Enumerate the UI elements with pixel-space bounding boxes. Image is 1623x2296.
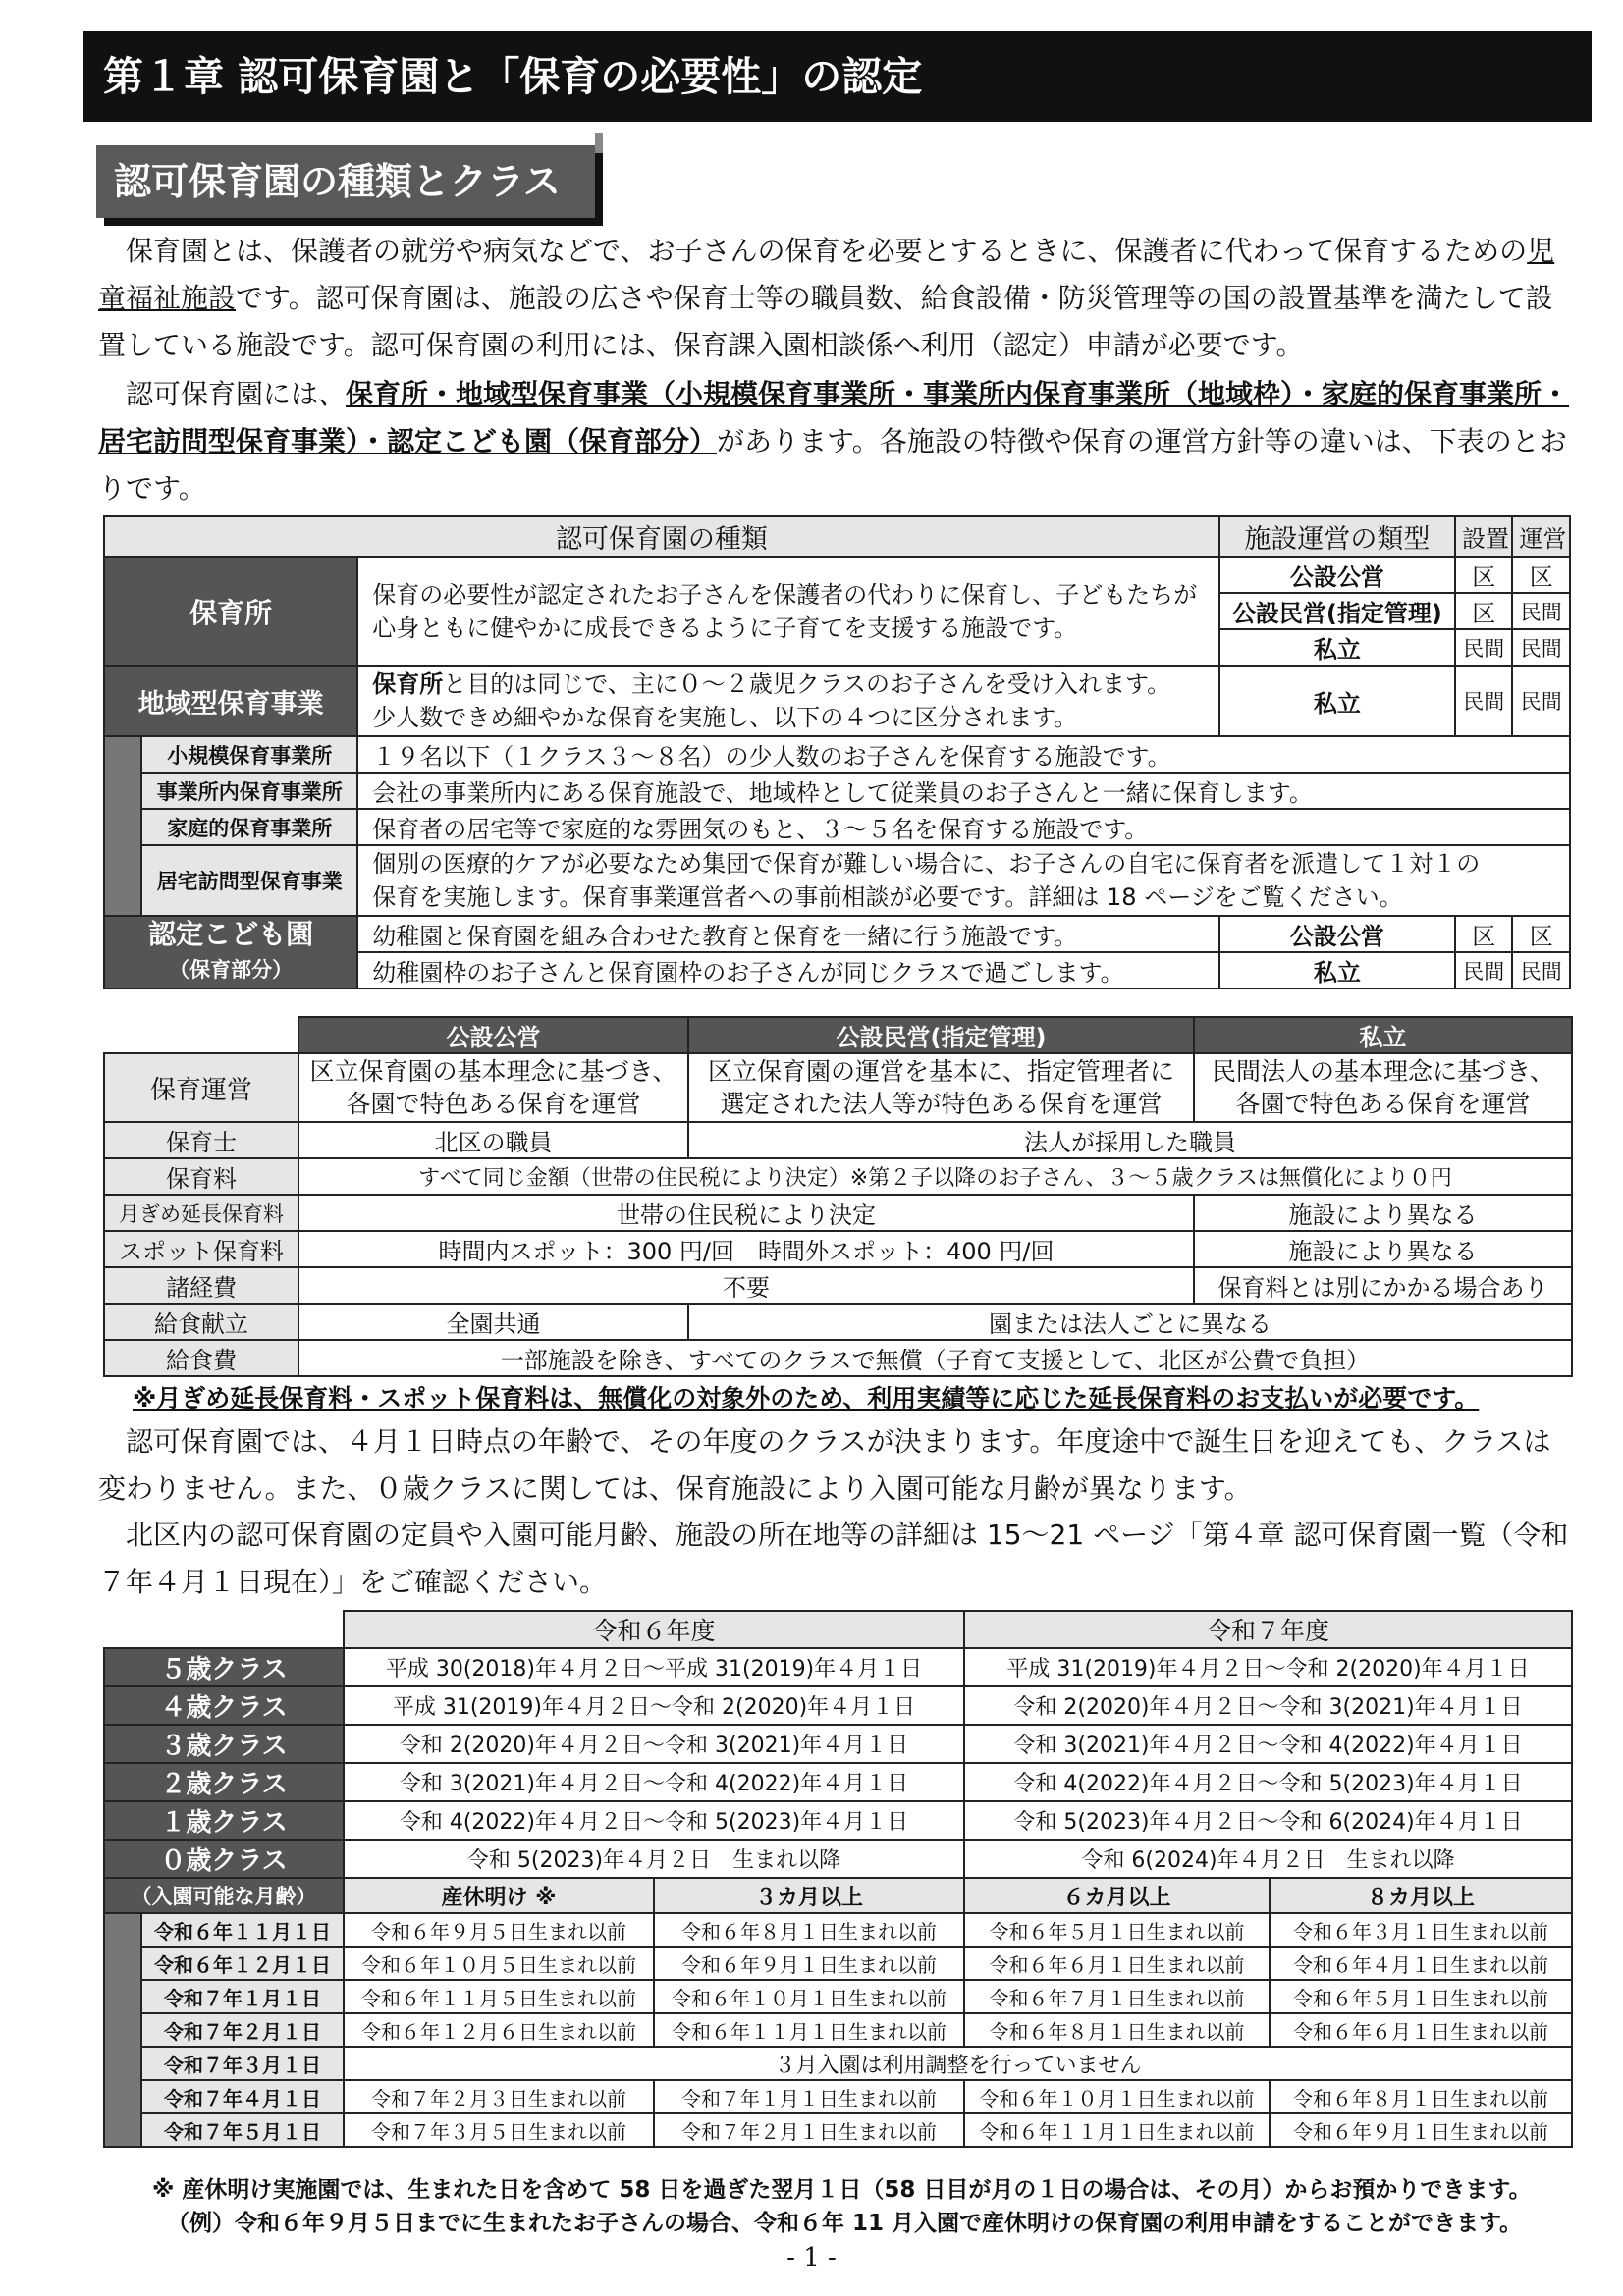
- class-range: 令和 3(2021)年４月２日～令和 4(2022)年４月１日: [344, 1763, 964, 1801]
- intro-paragraph-1: 保育園とは、保護者の就労や病気などで、お子さんの保育を必要とするときに、保護者に代わって保育するための児童福祉施設です。認可保育園は、施設の広さや保育士等の職員数、給食設備・防災管理等の国の設置基準を満たして設置している施設です。認可保育園の利用には、保育課入園相談係へ利用（認定）申請が必要です。: [98, 235, 1555, 361]
- month-date: 令和７年３月１日: [141, 2047, 344, 2080]
- class-paragraph-2: 北区内の認可保育園の定員や入園可能月齢、施設の所在地等の詳細は 15～21 ページ「第４章 認可保育園一覧（令和７年４月１日現在）」をご確認ください。: [98, 1519, 1569, 1598]
- month-cell: 令和６年６月１日生まれ以前: [964, 1947, 1270, 1980]
- month-cell: 令和６年１１月１日生まれ以前: [654, 2013, 964, 2047]
- year-header: 令和７年度: [964, 1611, 1572, 1648]
- class-name: ３歳クラス: [104, 1725, 344, 1763]
- row-label: 諸経費: [104, 1267, 298, 1304]
- intro-paragraph-2: 認可保育園には、保育所・地域型保育事業（小規模保育事業所・事業所内保育事業所（地域枠）・家庭的保育事業所・居宅訪問型保育事業）・認定こども園（保育部分）があります。各施設の特徴や保育の運営方針等の違いは、下表のとおりです。: [98, 378, 1570, 505]
- type-hoikusho: 保育所: [104, 557, 357, 666]
- class-range: 令和 3(2021)年４月２日～令和 4(2022)年４月１日: [964, 1725, 1572, 1763]
- chiiki-sub-bar: [104, 736, 141, 916]
- cell: すべて同じ金額（世帯の住民税により決定）※第２子以降のお子さん、３～５歳クラスは無償化により０円: [298, 1158, 1572, 1195]
- age-col: ８カ月以上: [1270, 1878, 1572, 1913]
- fee-note: ※月ぎめ延長保育料・スポット保育料は、無償化の対象外のため、利用実績等に応じた延長保育料のお支払いが必要です。: [133, 1384, 1480, 1413]
- month-cell: 令和６年１０月５日生まれ以前: [344, 1947, 654, 1980]
- class-range: 平成 30(2018)年４月２日～平成 31(2019)年４月１日: [344, 1648, 964, 1686]
- kind-row: 私立: [1219, 666, 1455, 736]
- header-setup: 設置: [1455, 516, 1513, 557]
- month-cell: 令和６年１０月１日生まれ以前: [964, 2080, 1270, 2113]
- month-date: 令和６年１２月１日: [141, 1947, 344, 1980]
- header-run: 運営: [1512, 516, 1570, 557]
- age-col: ３カ月以上: [654, 1878, 964, 1913]
- run-cell: 民間: [1512, 593, 1570, 629]
- row-label: 保育運営: [104, 1053, 298, 1122]
- row-label: 給食費: [104, 1340, 298, 1376]
- month-cell: 令和６年３月１日生まれ以前: [1270, 1913, 1572, 1947]
- types-table: [103, 515, 1571, 989]
- march-note: ３月入園は利用調整を行っていません: [344, 2047, 1572, 2080]
- age-col: ６カ月以上: [964, 1878, 1270, 1913]
- month-cell: 令和６年１２月６日生まれ以前: [344, 2013, 654, 2047]
- age-col: 産休明け ※: [344, 1878, 654, 1913]
- compare-corner: [104, 1017, 298, 1053]
- month-cell: 令和７年２月１日生まれ以前: [654, 2113, 964, 2147]
- compare-header: 公設公営: [298, 1017, 688, 1053]
- cell: 法人が採用した職員: [688, 1122, 1572, 1158]
- sub-name: 事業所内保育事業所: [141, 773, 357, 809]
- class-paragraph-1: 認可保育園では、４月１日時点の年齢で、その年度のクラスが決まります。年度途中で誕生日を迎えても、クラスは変わりません。また、０歳クラスに関しては、保育施設により入園可能な月齢が異なります。: [98, 1425, 1551, 1505]
- chapter-title: 第１章 認可保育園と「保育の必要性」の認定: [83, 31, 1592, 122]
- cell: 施設により異なる: [1194, 1195, 1572, 1231]
- sub-desc: 保育者の居宅等で家庭的な雰囲気のもと、３～５名を保育する施設です。: [357, 809, 1570, 845]
- cell: 施設により異なる: [1194, 1231, 1572, 1267]
- kind-row: 公設民営(指定管理): [1219, 593, 1455, 629]
- kind-row: 私立: [1219, 629, 1455, 666]
- month-date: 令和７年４月１日: [141, 2080, 344, 2113]
- row-label: 保育士: [104, 1122, 298, 1158]
- compare-table: [103, 1016, 1573, 1377]
- setup-cell: 区: [1455, 916, 1513, 952]
- cell: 全園共通: [298, 1304, 688, 1340]
- kind-row: 公設公営: [1219, 916, 1455, 952]
- setup-cell: 民間: [1455, 629, 1513, 666]
- year-header: 令和６年度: [344, 1611, 964, 1648]
- cell: 園または法人ごとに異なる: [688, 1304, 1572, 1340]
- kind-row: 私立: [1219, 952, 1455, 988]
- cell: 保育料とは別にかかる場合あり: [1194, 1267, 1572, 1304]
- section-title: 認可保育園の種類とクラス: [96, 145, 595, 218]
- compare-header: 私立: [1194, 1017, 1572, 1053]
- link-jido-fukushi: 児童福祉施設: [98, 235, 1555, 314]
- month-cell: 令和６年９月１日生まれ以前: [654, 1947, 964, 1980]
- header-type: 認可保育園の種類: [104, 516, 1219, 557]
- month-date: 令和７年５月１日: [141, 2113, 344, 2147]
- footnote-1: ※ 産休明け実施園では、生まれた日を含めて 58 日を過ぎた翌月１日（58 日目が月の１日の場合は、その月）からお預かりできます。: [152, 2177, 1532, 2203]
- month-cell: 令和６年４月１日生まれ以前: [1270, 1947, 1572, 1980]
- row-label: 月ぎめ延長保育料: [104, 1195, 298, 1231]
- sub-name: 家庭的保育事業所: [141, 809, 357, 845]
- run-cell: 民間: [1512, 666, 1570, 736]
- unei-cell: 区立保育園の基本理念に基づき、 各園で特色ある保育を運営: [298, 1053, 688, 1122]
- header-kind: 施設運営の類型: [1219, 516, 1455, 557]
- nintei-desc-2: 幼稚園枠のお子さんと保育園枠のお子さんが同じクラスで過ごします。: [357, 952, 1219, 988]
- setup-cell: 民間: [1455, 952, 1513, 988]
- row-label: 給食献立: [104, 1304, 298, 1340]
- class-range: 令和 2(2020)年４月２日～令和 3(2021)年４月１日: [964, 1686, 1572, 1725]
- cell: 北区の職員: [298, 1122, 688, 1158]
- month-cell: 令和６年５月１日生まれ以前: [1270, 1980, 1572, 2013]
- type-chiiki: 地域型保育事業: [104, 666, 357, 736]
- month-cell: 令和７年２月３日生まれ以前: [344, 2080, 654, 2113]
- setup-cell: 民間: [1455, 666, 1513, 736]
- class-range: 令和 5(2023)年４月２日～令和 6(2024)年４月１日: [964, 1801, 1572, 1840]
- cell: 不要: [298, 1267, 1194, 1304]
- month-cell: 令和７年３月５日生まれ以前: [344, 2113, 654, 2147]
- setup-cell: 区: [1455, 557, 1513, 593]
- type-nintei: 認定こども園 （保育部分）: [104, 916, 357, 988]
- month-cell: 令和６年９月５日生まれ以前: [344, 1913, 654, 1947]
- class-range: 令和 5(2023)年４月２日 生まれ以降: [344, 1840, 964, 1878]
- month-cell: 令和６年１１月５日生まれ以前: [344, 1980, 654, 2013]
- setup-cell: 区: [1455, 593, 1513, 629]
- footnote-2: （例）令和６年９月５日までに生まれたお子さんの場合、令和６年 11 月入園で産休明けの保育園の利用申請をすることができます。: [167, 2211, 1523, 2236]
- month-date: 令和７年１月１日: [141, 1980, 344, 2013]
- cell: 世帯の住民税により決定: [298, 1195, 1194, 1231]
- class-name-zero: ０歳クラス: [104, 1840, 344, 1878]
- month-cell: 令和６年６月１日生まれ以前: [1270, 2013, 1572, 2047]
- class-table: [103, 1610, 1573, 2148]
- month-cell: 令和７年１月１日生まれ以前: [654, 2080, 964, 2113]
- class-name: ５歳クラス: [104, 1648, 344, 1686]
- month-cell: 令和６年１０月１日生まれ以前: [654, 1980, 964, 2013]
- month-cell: 令和６年５月１日生まれ以前: [964, 1913, 1270, 1947]
- month-bar: [104, 1913, 141, 2147]
- class-name: ２歳クラス: [104, 1763, 344, 1801]
- sub-name: 小規模保育事業所: [141, 736, 357, 773]
- month-cell: 令和６年１１月１日生まれ以前: [964, 2113, 1270, 2147]
- row-label: 保育料: [104, 1158, 298, 1195]
- run-cell: 民間: [1512, 952, 1570, 988]
- class-range: 令和 6(2024)年４月２日 生まれ以降: [964, 1840, 1572, 1878]
- cell: 一部施設を除き、すべてのクラスで無償（子育て支援として、北区が公費で負担）: [298, 1340, 1572, 1376]
- unei-cell: 区立保育園の運営を基本に、指定管理者に 選定された法人等が特色ある保育を運営: [688, 1053, 1194, 1122]
- sub-name: 居宅訪問型保育事業: [141, 845, 357, 916]
- page-number: - 1 -: [786, 2243, 837, 2272]
- unei-cell: 民間法人の基本理念に基づき、 各園で特色ある保育を運営: [1194, 1053, 1572, 1122]
- run-cell: 区: [1512, 916, 1570, 952]
- run-cell: 区: [1512, 557, 1570, 593]
- month-date: 令和６年１１月１日: [141, 1913, 344, 1947]
- row-label: スポット保育料: [104, 1231, 298, 1267]
- nintei-desc-1: 幼稚園と保育園を組み合わせた教育と保育を一緒に行う施設です。: [357, 916, 1219, 952]
- sub-desc: 個別の医療的ケアが必要なため集団で保育が難しい場合に、お子さんの自宅に保育者を派遣して１対１の 保育を実施します。保育事業運営者への事前相談が必要です。詳細は 18 ページをご覧ください。: [357, 845, 1570, 916]
- cell: 時間内スポット：300 円/回 時間外スポット：400 円/回: [298, 1231, 1194, 1267]
- age-label: （入園可能な月齢）: [104, 1878, 344, 1913]
- class-range: 令和 4(2022)年４月２日～令和 5(2023)年４月１日: [964, 1763, 1572, 1801]
- class-range: 令和 2(2020)年４月２日～令和 3(2021)年４月１日: [344, 1725, 964, 1763]
- month-cell: 令和６年８月１日生まれ以前: [964, 2013, 1270, 2047]
- month-cell: 令和６年９月１日生まれ以前: [1270, 2113, 1572, 2147]
- type-hoikusho-desc: 保育の必要性が認定されたお子さんを保護者の代わりに保育し、子どもたちが心身ともに健やかに成長できるように子育てを支援する施設です。: [357, 557, 1219, 666]
- run-cell: 民間: [1512, 629, 1570, 666]
- month-cell: 令和６年８月１日生まれ以前: [654, 1913, 964, 1947]
- class-corner: [104, 1611, 344, 1648]
- month-date: 令和７年２月１日: [141, 2013, 344, 2047]
- class-range: 令和 4(2022)年４月２日～令和 5(2023)年４月１日: [344, 1801, 964, 1840]
- type-chiiki-desc: 保育所と目的は同じで、主に０～２歳児クラスのお子さんを受け入れます。 少人数できめ細やかな保育を実施し、以下の４つに区分されます。: [357, 666, 1219, 736]
- sub-desc: 会社の事業所内にある保育施設で、地域枠として従業員のお子さんと一緒に保育します。: [357, 773, 1570, 809]
- class-name: ４歳クラス: [104, 1686, 344, 1725]
- class-name: １歳クラス: [104, 1801, 344, 1840]
- compare-header: 公設民営(指定管理): [688, 1017, 1194, 1053]
- sub-desc: １９名以下（１クラス３～８名）の少人数のお子さんを保育する施設です。: [357, 736, 1570, 773]
- month-cell: 令和６年７月１日生まれ以前: [964, 1980, 1270, 2013]
- class-range: 平成 31(2019)年４月２日～令和 2(2020)年４月１日: [964, 1648, 1572, 1686]
- kind-row: 公設公営: [1219, 557, 1455, 593]
- class-range: 平成 31(2019)年４月２日～令和 2(2020)年４月１日: [344, 1686, 964, 1725]
- month-cell: 令和６年８月１日生まれ以前: [1270, 2080, 1572, 2113]
